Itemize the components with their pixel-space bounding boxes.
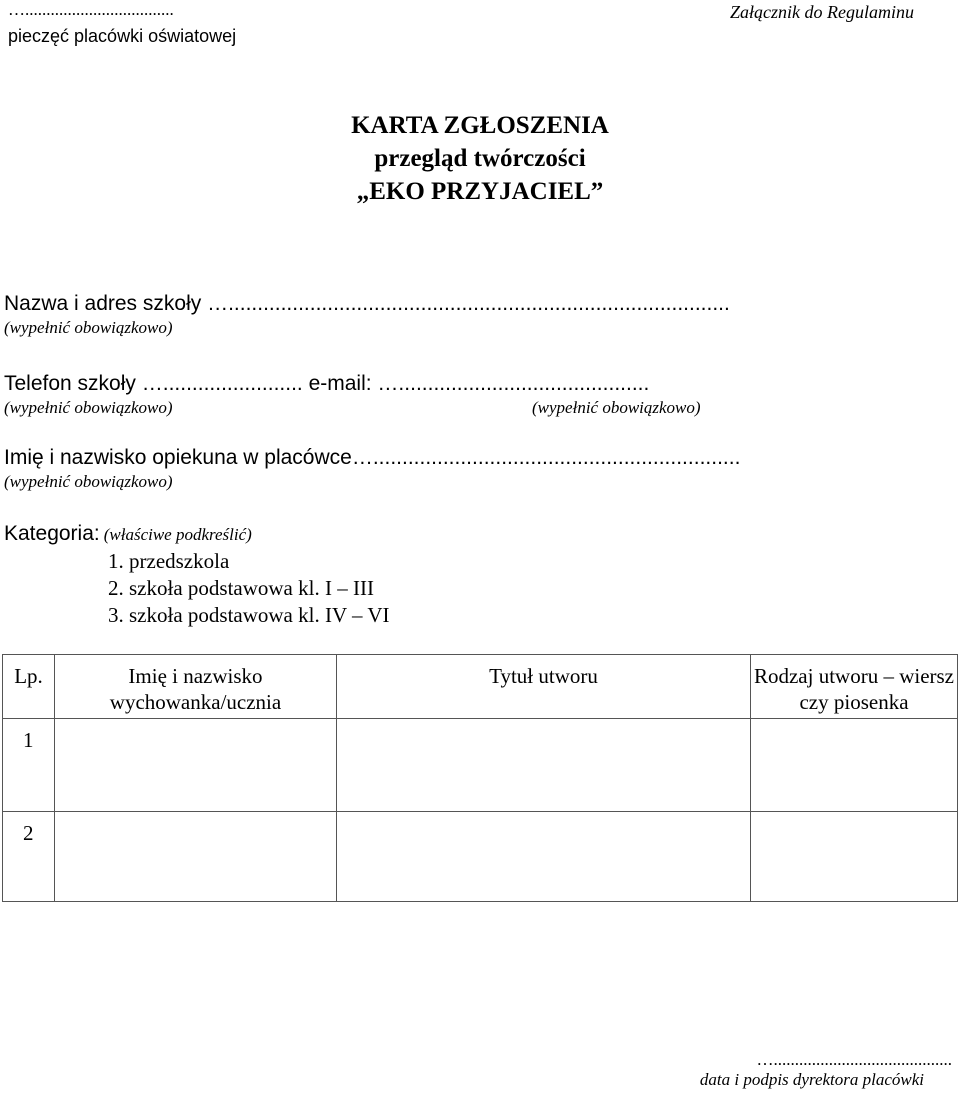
category-option-1: 1. przedszkola — [108, 549, 230, 573]
signature-label: data i podpis dyrektora placówki — [699, 1070, 924, 1089]
stamp-dots: …................................... — [8, 0, 174, 19]
school-name-field: Nazwa i adres szkoły …...................................................................................... — [4, 292, 730, 315]
header-student-name: Imię i nazwisko wychowanka/ucznia — [55, 655, 337, 719]
row-number: 1 — [3, 719, 55, 812]
work-title-cell[interactable] — [337, 812, 751, 902]
header-lp: Lp. — [3, 655, 55, 719]
phone-hint: (wypełnić obowiązkowo) — [4, 398, 173, 417]
category-hint: (właściwe podkreślić) — [103, 525, 252, 544]
category-label: Kategoria: — [4, 522, 100, 545]
phone-email-field: Telefon szkoły …........................ e-mail: …........................................... — [4, 372, 650, 395]
annex-label: Załącznik do Regulaminu — [730, 2, 914, 22]
signature-dots: ….......................................... — [756, 1050, 952, 1069]
entries-table — [2, 654, 958, 902]
guardian-field: Imię i nazwisko opiekuna w placówce…............................................................... — [4, 446, 741, 469]
form-subtitle: przegląd twórczości — [374, 145, 586, 172]
student-name-cell[interactable] — [55, 719, 337, 812]
category-option-3: 3. szkoła podstawowa kl. IV – VI — [108, 603, 390, 627]
work-type-cell[interactable] — [751, 812, 958, 902]
guardian-hint: (wypełnić obowiązkowo) — [4, 472, 173, 491]
row-number: 2 — [3, 812, 55, 902]
stamp-label: pieczęć placówki oświatowej — [8, 26, 237, 46]
header-work-type: Rodzaj utworu – wiersz czy piosenka — [751, 655, 958, 719]
header-work-title: Tytuł utworu — [337, 655, 751, 719]
event-name: „EKO PRZYJACIEL” — [356, 178, 604, 205]
category-line — [4, 522, 252, 546]
school-name-hint: (wypełnić obowiązkowo) — [4, 318, 173, 337]
table-row — [3, 719, 958, 812]
email-hint: (wypełnić obowiązkowo) — [532, 398, 701, 417]
work-type-cell[interactable] — [751, 719, 958, 812]
table-header-row — [3, 655, 958, 719]
form-title: KARTA ZGŁOSZENIA — [351, 112, 609, 139]
table-row — [3, 812, 958, 902]
category-option-2: 2. szkoła podstawowa kl. I – III — [108, 576, 374, 600]
work-title-cell[interactable] — [337, 719, 751, 812]
student-name-cell[interactable] — [55, 812, 337, 902]
